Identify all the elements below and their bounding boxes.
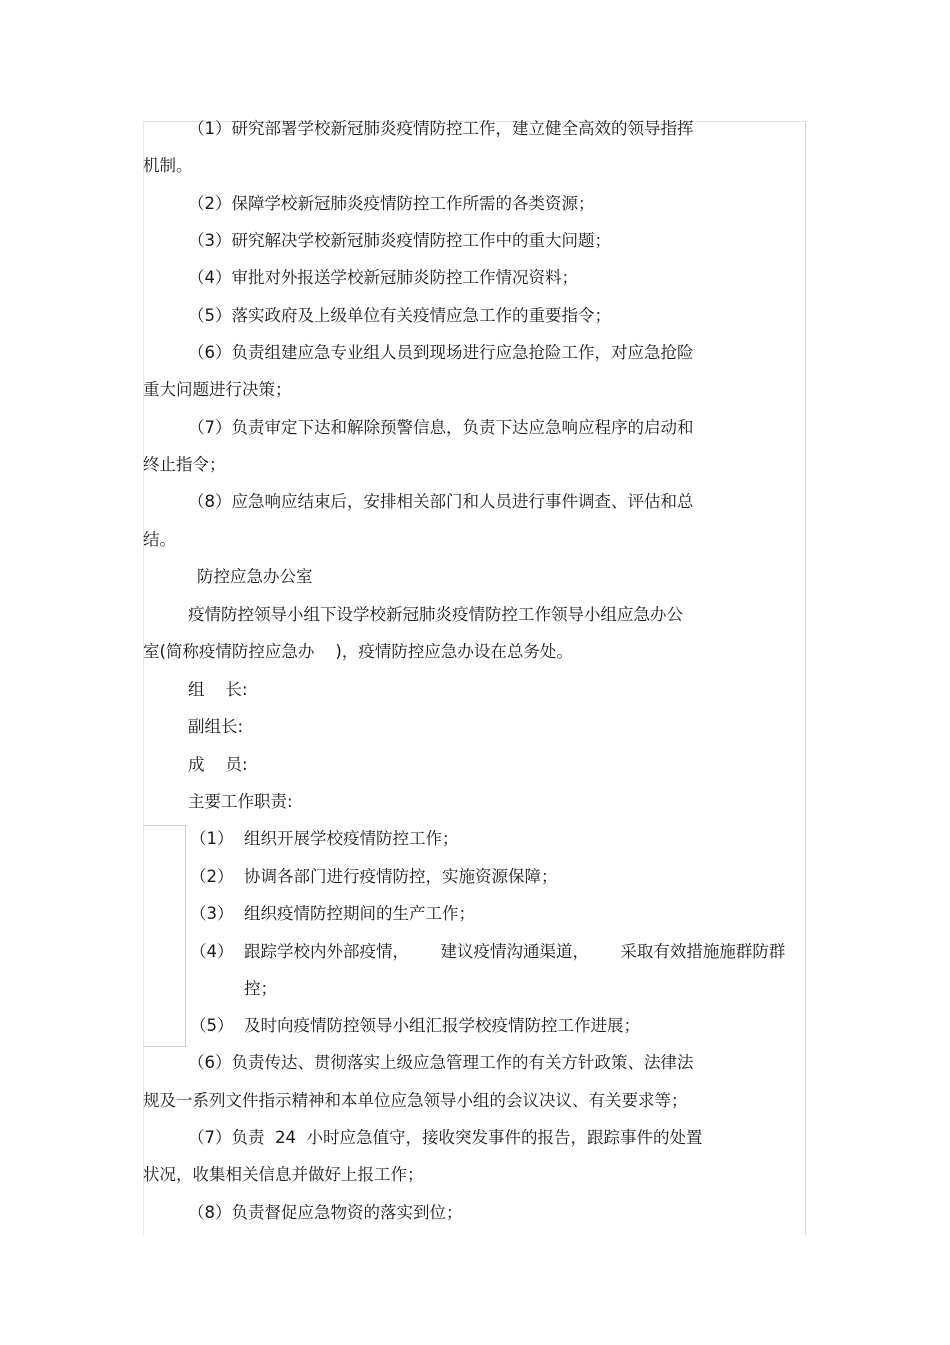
margin-box-bottom — [143, 1046, 186, 1047]
body-line: 机制。 — [143, 156, 193, 175]
body-line: （6）负责组建应急专业组人员到现场进行应急抢险工作，对应急抢险 — [188, 343, 694, 362]
body-line: 成 员: — [188, 755, 248, 774]
margin-box-right — [185, 825, 186, 1047]
duty-item: 控； — [244, 979, 277, 998]
body-line: （6）负责传达、贯彻落实上级应急管理工作的有关方针政策、法律法 — [188, 1053, 694, 1072]
body-line: （7）负责审定下达和解除预警信息，负责下达应急响应程序的启动和 — [188, 418, 694, 437]
page-frame-left — [143, 121, 144, 1235]
duty-item: （5） 及时向疫情防控领导小组汇报学校疫情防控工作进展； — [190, 1016, 640, 1035]
body-line: 结。 — [143, 530, 176, 549]
body-line: （5）落实政府及上级单位有关疫情应急工作的重要指令； — [188, 306, 611, 325]
body-line: （3）研究解决学校新冠肺炎疫情防控工作中的重大问题； — [188, 231, 611, 250]
body-line: （4）审批对外报送学校新冠肺炎防控工作情况资料； — [188, 268, 578, 287]
duty-item: （3） 组织疫情防控期间的生产工作； — [190, 904, 475, 923]
duty-item: （1） 组织开展学校疫情防控工作； — [190, 829, 459, 848]
duty-item: （2） 协调各部门进行疫情防控，实施资源保障； — [190, 867, 558, 886]
body-line: （8）负责督促应急物资的落实到位； — [188, 1203, 463, 1222]
body-line: 主要工作职责: — [188, 792, 293, 811]
duty-item: （4） 跟踪学校内外部疫情， 建议疫情沟通渠道， 采取有效措施施群防群 — [190, 942, 786, 961]
body-line: 状况，收集相关信息并做好上报工作； — [143, 1165, 424, 1184]
body-line: （2）保障学校新冠肺炎疫情防控工作所需的各类资源； — [188, 194, 595, 213]
body-line: （8）应急响应结束后，安排相关部门和人员进行事件调查、评估和总 — [188, 492, 694, 511]
body-line: （1）研究部署学校新冠肺炎疫情防控工作，建立健全高效的领导指挥 — [188, 119, 694, 138]
margin-box-top — [143, 825, 186, 826]
body-line: 室(简称疫情防控应急办 )，疫情防控应急办设在总务处。 — [143, 642, 573, 661]
body-line: 终止指令； — [143, 455, 226, 474]
body-line: 组 长: — [188, 680, 248, 699]
body-line: 疫情防控领导小组下设学校新冠肺炎疫情防控工作领导小组应急办公 — [188, 605, 683, 624]
body-line: 规及一系列文件指示精神和本单位应急领导小组的会议决议、有关要求等； — [143, 1091, 688, 1110]
page-frame-right — [805, 121, 806, 1235]
body-line: 重大问题进行决策； — [143, 380, 292, 399]
body-line: 副组长: — [188, 717, 244, 736]
body-line: （7）负责 24 小时应急值守，接收突发事件的报告，跟踪事件的处置 — [188, 1128, 703, 1147]
section-heading: 防控应急办公室 — [197, 567, 313, 586]
